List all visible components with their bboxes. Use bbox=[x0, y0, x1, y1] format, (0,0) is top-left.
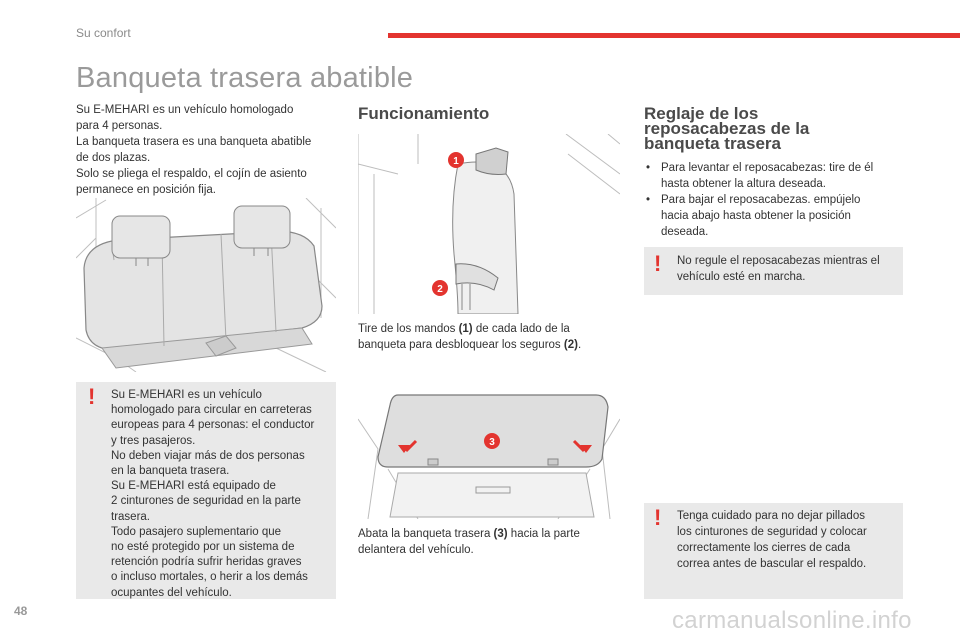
caption-text: Tire de los mandos bbox=[358, 323, 459, 335]
caption-text: Abata la banqueta trasera bbox=[358, 528, 494, 540]
watermark: carmanualsonline.info bbox=[672, 607, 912, 634]
warning-line: vehículo esté en marcha. bbox=[677, 271, 806, 283]
warning-line: retención podría sufrir heridas graves bbox=[111, 556, 302, 569]
caption-text: hacia la parte bbox=[507, 528, 580, 540]
intro-line: permanece en posición fija. bbox=[76, 184, 216, 196]
marker-1-label: 1 bbox=[453, 156, 459, 167]
unlock-controls-illustration bbox=[358, 134, 620, 314]
warning-box-seating bbox=[76, 382, 336, 599]
caption-unlock bbox=[358, 321, 620, 353]
warning-line: Todo pasajero suplementario que bbox=[111, 525, 282, 538]
reglaje-heading bbox=[644, 106, 904, 151]
warning-line: no esté protegido por un sistema de bbox=[111, 541, 295, 554]
warning-icon: ! bbox=[88, 384, 96, 409]
marker-2-label: 2 bbox=[437, 284, 443, 295]
warning-line: Tenga cuidado para no dejar pillados bbox=[677, 510, 865, 522]
heading-line: Reglaje de los bbox=[644, 104, 759, 123]
caption-text: de cada lado de la bbox=[472, 323, 570, 335]
caption-ref: (3) bbox=[493, 528, 508, 540]
warning-box-belts bbox=[644, 503, 903, 599]
caption-fold bbox=[358, 526, 620, 558]
funcionamiento-heading: Funcionamiento bbox=[358, 104, 490, 123]
marker-3-label: 3 bbox=[489, 437, 495, 448]
fold-bench-illustration bbox=[358, 389, 620, 519]
bullet-line: hasta obtener la altura deseada. bbox=[661, 178, 826, 190]
warning-icon: ! bbox=[654, 505, 662, 530]
intro-line: Solo se pliega el respaldo, el cojín de asiento bbox=[76, 168, 307, 180]
warning-line: europeas para 4 personas: el conductor bbox=[111, 419, 315, 432]
caption-text: . bbox=[577, 339, 582, 351]
warning-line: No deben viajar más de dos personas bbox=[111, 449, 305, 462]
intro-line: de dos plazas. bbox=[76, 152, 151, 164]
bullet-line: • Para bajar el reposacabezas. empújelo bbox=[661, 194, 861, 206]
header-accent-bar bbox=[388, 33, 960, 38]
warning-line: los cinturones de seguridad y colocar bbox=[677, 526, 867, 538]
warning-line: en la banqueta trasera. bbox=[111, 465, 230, 478]
bullet-item bbox=[644, 160, 899, 192]
warning-line: o incluso mortales, o herir a los demás bbox=[111, 571, 308, 584]
warning-line: y tres pasajeros. bbox=[111, 434, 196, 447]
bullet-line: hacia abajo hasta obtener la posición bbox=[661, 210, 851, 222]
bullet-item bbox=[644, 192, 899, 240]
page-title: Banqueta trasera abatible bbox=[76, 62, 414, 94]
warning-line: 2 cinturones de seguridad en la parte bbox=[111, 495, 301, 508]
page-number: 48 bbox=[14, 604, 28, 618]
caption-text: delantera del vehículo. bbox=[358, 544, 474, 556]
caption-ref: (1) bbox=[458, 323, 473, 335]
warning-box-headrest bbox=[644, 247, 903, 295]
section-header: Su confort bbox=[76, 26, 131, 40]
warning-icon: ! bbox=[654, 251, 662, 276]
warning-line: homologado para circular en carreteras bbox=[111, 404, 312, 417]
warning-line: No regule el reposacabezas mientras el bbox=[677, 255, 880, 267]
bullet-line: deseada. bbox=[661, 226, 709, 238]
intro-line: para 4 personas. bbox=[76, 120, 163, 132]
warning-line: Su E-MEHARI es un vehículo bbox=[111, 389, 262, 401]
warning-line: Su E-MEHARI está equipado de bbox=[111, 480, 276, 493]
bullet-line: • Para levantar el reposacabezas: tire de él bbox=[661, 162, 874, 174]
caption-text: banqueta para desbloquear los seguros bbox=[358, 339, 564, 351]
warning-line: correctamente los cierres de cada bbox=[677, 542, 851, 554]
heading-line: banqueta trasera bbox=[644, 134, 781, 153]
warning-line: ocupantes del vehículo. bbox=[111, 586, 232, 599]
warning-line: trasera. bbox=[111, 510, 150, 523]
rear-bench-illustration bbox=[76, 198, 336, 372]
headrest-instructions bbox=[644, 160, 899, 240]
intro-line: La banqueta trasera es una banqueta abatible bbox=[76, 136, 312, 148]
warning-line: correa antes de bascular el respaldo. bbox=[677, 558, 867, 570]
intro-line: Su E-MEHARI es un vehículo homologado bbox=[76, 104, 294, 116]
heading-line: reposacabezas de la bbox=[644, 119, 810, 138]
caption-ref: (2) bbox=[563, 339, 578, 351]
intro-text bbox=[76, 102, 336, 198]
